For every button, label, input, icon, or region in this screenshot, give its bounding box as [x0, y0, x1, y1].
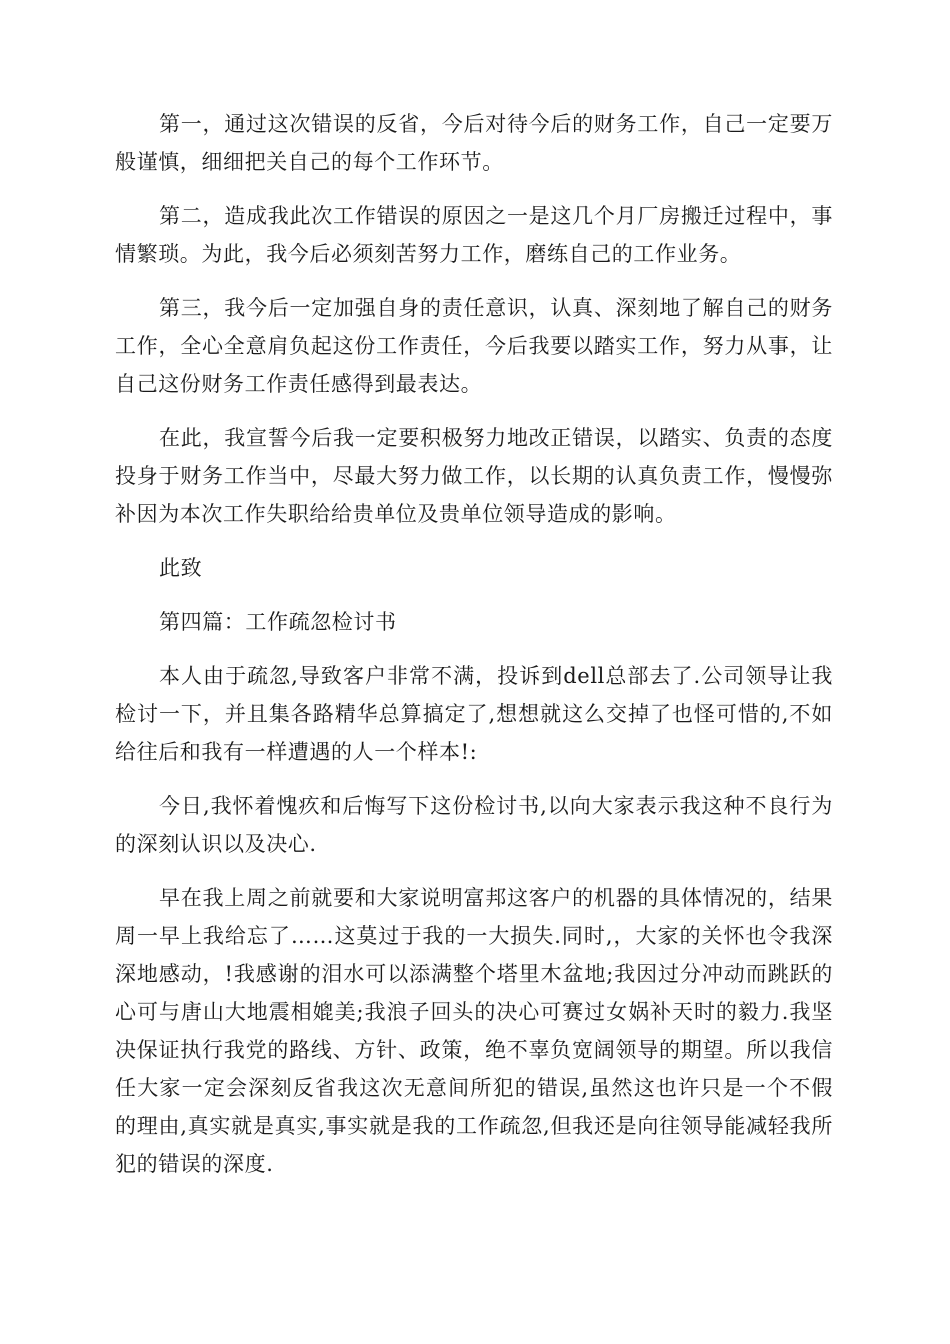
- paragraph-intro: 本人由于疏忽,导致客户非常不满，投诉到dell总部去了.公司领导让我检讨一下，并且集各路精华总算搞定了,想想就这么交掉了也怪可惜的,不如给往后和我有一样遭遇的人一个样本!:: [115, 664, 833, 764]
- document-body: [115, 105, 833, 1199]
- paragraph-point-three: 第三，我今后一定加强自身的责任意识，认真、深刻地了解自己的财务工作，全心全意肩负起这份工作责任，今后我要以踏实工作，努力从事，让自己这份财务工作责任感得到最表达。: [115, 296, 833, 396]
- paragraph-details: 早在我上周之前就要和大家说明富邦这客户的机器的具体情况的，结果周一早上我给忘了……这莫过于我的一大损失.同时,，大家的关怀也令我深深地感动，!我感谢的泪水可以添满整个塔里木盆地;我因过分冲动而跳跃的心可与唐山大地震相媲美;我浪子回头的决心可赛过女娲补天时的毅力.我坚决保证执行我党的路线、方针、政策，绝不辜负宽阔领导的期望。所以我信任大家一定会深刻反省我这次无意间所犯的错误,虽然这也许只是一个不假的理由,真实就是真实,事实就是我的工作疏忽,但我还是向往领导能减轻我所犯的错误的深度.: [115, 886, 833, 1176]
- paragraph-point-one: 第一，通过这次错误的反省，今后对待今后的财务工作，自己一定要万般谨慎，细细把关自己的每个工作环节。: [115, 112, 833, 174]
- section-heading: 第四篇：工作疏忽检讨书: [159, 610, 397, 634]
- paragraph-point-two: 第二，造成我此次工作错误的原因之一是这几个月厂房搬迁过程中，事情繁琐。为此，我今后必须刻苦努力工作，磨练自己的工作业务。: [115, 204, 833, 266]
- closing-salutation: 此致: [159, 556, 203, 580]
- paragraph-today: 今日,我怀着愧疚和后悔写下这份检讨书,以向大家表示我这种不良行为的深刻认识以及决心.: [115, 794, 833, 856]
- paragraph-pledge: 在此，我宣誓今后我一定要积极努力地改正错误，以踏实、负责的态度投身于财务工作当中，尽最大努力做工作，以长期的认真负责工作，慢慢弥补因为本次工作失职给给贵单位及贵单位领导造成的影响。: [115, 426, 833, 526]
